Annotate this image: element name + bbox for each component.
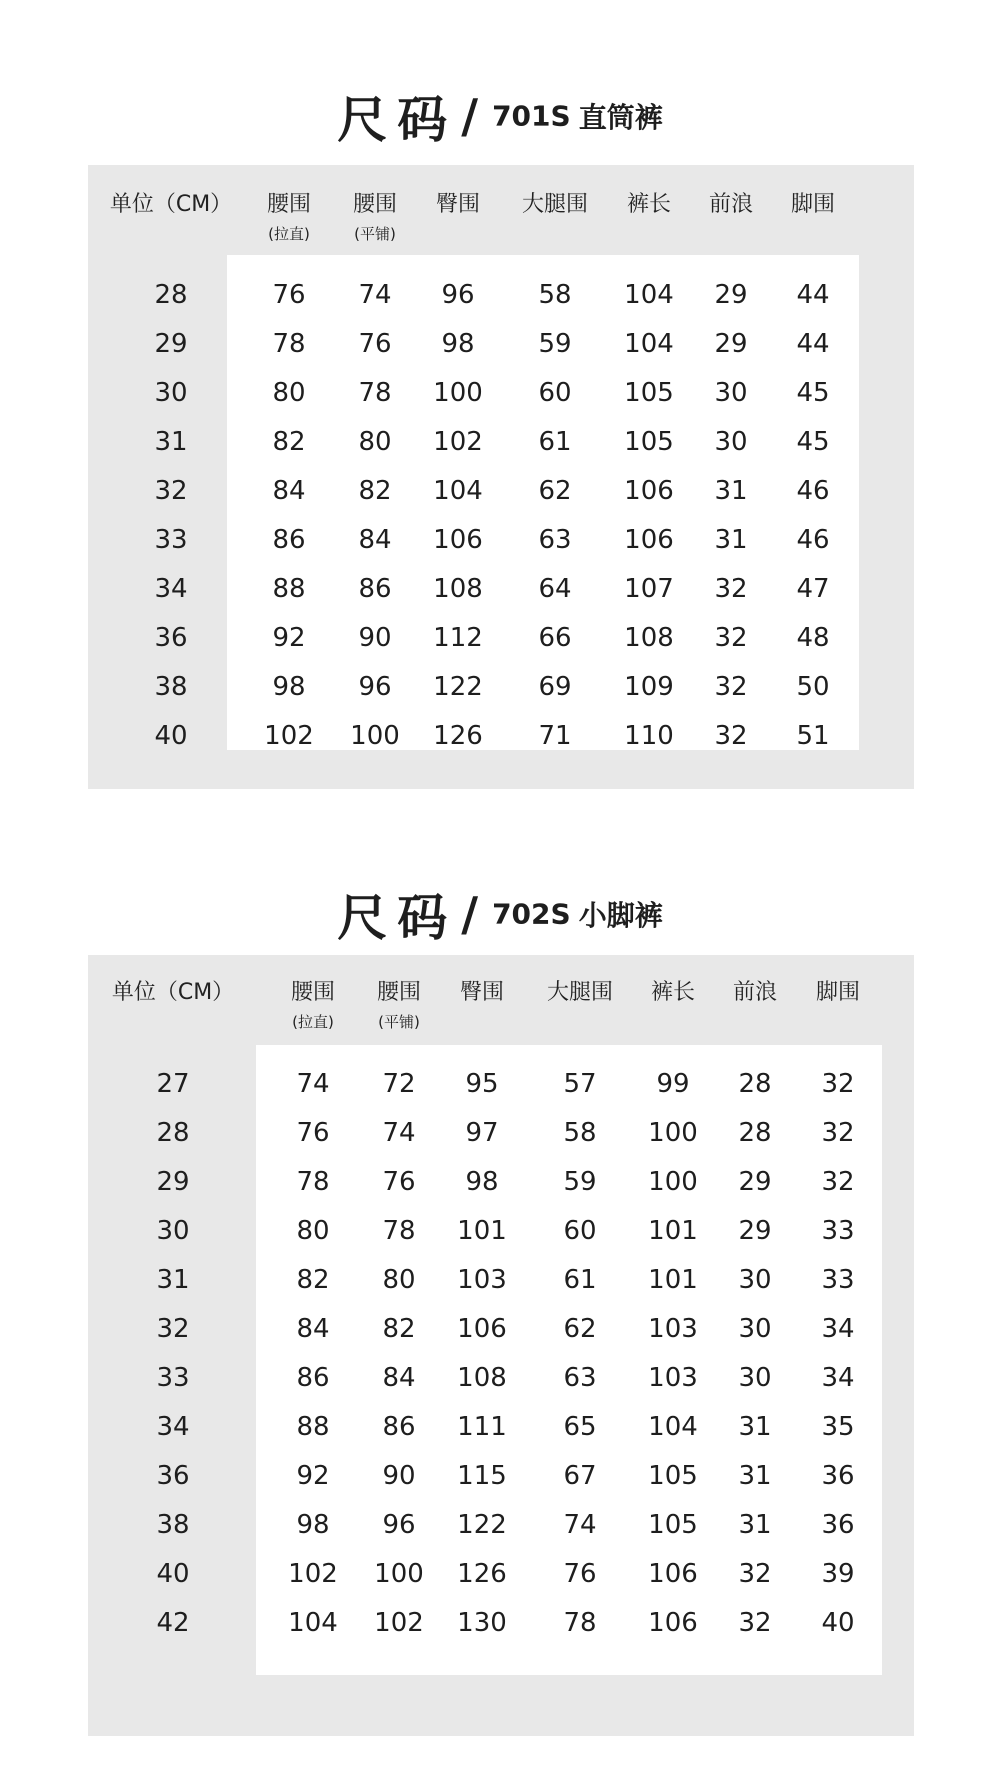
measurement-cell: 106	[433, 525, 483, 555]
size-cell: 34	[156, 1412, 190, 1442]
measurement-cell: 105	[624, 378, 674, 408]
title-slash: /	[461, 887, 479, 941]
measurement-cell: 104	[648, 1412, 698, 1442]
measurement-cell: 76	[358, 329, 392, 359]
measurement-cell: 82	[382, 1314, 416, 1344]
measurement-cell: 33	[821, 1265, 855, 1295]
measurement-cell: 62	[538, 476, 572, 506]
size-cell: 38	[154, 672, 188, 702]
measurement-cell: 108	[433, 574, 483, 604]
column-header: 臀围	[435, 192, 481, 217]
product-name: 小脚裤	[578, 899, 663, 932]
measurement-cell: 98	[272, 672, 306, 702]
measurement-cell: 48	[796, 623, 830, 653]
measurement-cell: 76	[272, 280, 306, 310]
measurement-cell: 78	[358, 378, 392, 408]
measurement-cell: 50	[796, 672, 830, 702]
size-cell: 31	[156, 1265, 190, 1295]
measurement-cell: 32	[714, 574, 748, 604]
product-name: 直筒裤	[578, 101, 663, 134]
measurement-cell: 112	[433, 623, 483, 653]
measurement-cell: 106	[624, 476, 674, 506]
measurement-cell: 67	[563, 1461, 597, 1491]
measurement-cell: 108	[457, 1363, 507, 1393]
measurement-cell: 84	[358, 525, 392, 555]
measurement-cell: 92	[296, 1461, 330, 1491]
size-cell: 31	[154, 427, 188, 457]
column-subheader: (拉直)	[292, 1013, 334, 1031]
measurement-cell: 122	[433, 672, 483, 702]
measurement-cell: 74	[382, 1118, 416, 1148]
measurement-cell: 106	[648, 1559, 698, 1589]
measurement-cell: 78	[272, 329, 306, 359]
measurement-cell: 107	[624, 574, 674, 604]
size-cell: 32	[156, 1314, 190, 1344]
measurement-cell: 40	[821, 1608, 855, 1638]
measurement-cell: 86	[272, 525, 306, 555]
measurement-cell: 98	[465, 1167, 499, 1197]
measurement-cell: 86	[296, 1363, 330, 1393]
measurement-cell: 102	[264, 721, 314, 751]
size-cell: 29	[156, 1167, 190, 1197]
measurement-cell: 46	[796, 476, 830, 506]
measurement-cell: 76	[296, 1118, 330, 1148]
measurement-cell: 104	[624, 280, 674, 310]
measurement-cell: 100	[350, 721, 400, 751]
measurement-cell: 32	[738, 1559, 772, 1589]
measurement-cell: 130	[457, 1608, 507, 1638]
measurement-cell: 32	[714, 672, 748, 702]
measurement-cell: 44	[796, 329, 830, 359]
measurement-cell: 78	[563, 1608, 597, 1638]
size-cell: 32	[154, 476, 188, 506]
measurement-cell: 61	[563, 1265, 597, 1295]
measurement-cell: 111	[457, 1412, 507, 1442]
unit-label: 单位（CM）	[111, 980, 235, 1005]
measurement-cell: 78	[382, 1216, 416, 1246]
measurement-cell: 88	[272, 574, 306, 604]
title-slash: /	[461, 89, 479, 143]
measurement-cell: 35	[821, 1412, 855, 1442]
measurement-cell: 88	[296, 1412, 330, 1442]
measurement-cell: 103	[648, 1363, 698, 1393]
measurement-cell: 104	[624, 329, 674, 359]
measurement-cell: 104	[433, 476, 483, 506]
column-header: 腰围	[376, 980, 422, 1005]
column-subheader: (平铺)	[354, 225, 396, 243]
measurement-cell: 30	[714, 378, 748, 408]
measurement-cell: 58	[538, 280, 572, 310]
measurement-cell: 80	[358, 427, 392, 457]
measurement-cell: 39	[821, 1559, 855, 1589]
measurement-cell: 103	[648, 1314, 698, 1344]
column-header: 大腿围	[546, 980, 614, 1005]
measurement-cell: 97	[465, 1118, 499, 1148]
measurement-cell: 63	[538, 525, 572, 555]
measurement-cell: 30	[738, 1363, 772, 1393]
measurement-cell: 71	[538, 721, 572, 751]
measurement-cell: 99	[656, 1069, 690, 1099]
column-header: 腰围	[266, 192, 312, 217]
size-cell: 30	[154, 378, 188, 408]
measurement-cell: 100	[648, 1118, 698, 1148]
measurement-cell: 64	[538, 574, 572, 604]
measurement-cell: 100	[433, 378, 483, 408]
size-cell: 27	[156, 1069, 190, 1099]
measurement-cell: 32	[821, 1118, 855, 1148]
measurement-cell: 74	[296, 1069, 330, 1099]
measurement-cell: 98	[441, 329, 475, 359]
measurement-cell: 44	[796, 280, 830, 310]
column-header: 大腿围	[521, 192, 589, 217]
column-header: 腰围	[290, 980, 336, 1005]
measurement-cell: 110	[624, 721, 674, 751]
measurement-cell: 29	[738, 1216, 772, 1246]
size-cell: 36	[156, 1461, 190, 1491]
measurement-cell: 78	[296, 1167, 330, 1197]
measurement-cell: 30	[714, 427, 748, 457]
size-cell: 33	[154, 525, 188, 555]
measurement-cell: 80	[296, 1216, 330, 1246]
column-header: 臀围	[459, 980, 505, 1005]
measurement-cell: 66	[538, 623, 572, 653]
measurement-cell: 106	[457, 1314, 507, 1344]
measurement-cell: 96	[382, 1510, 416, 1540]
size-cell: 40	[154, 721, 188, 751]
measurement-cell: 100	[374, 1559, 424, 1589]
column-header: 脚围	[790, 192, 836, 217]
column-header: 腰围	[352, 192, 398, 217]
measurement-cell: 32	[821, 1167, 855, 1197]
measurement-cell: 57	[563, 1069, 597, 1099]
model-code: 702S	[492, 897, 571, 931]
measurement-cell: 36	[821, 1461, 855, 1491]
measurement-cell: 84	[382, 1363, 416, 1393]
measurement-cell: 102	[288, 1559, 338, 1589]
measurement-cell: 36	[821, 1510, 855, 1540]
measurement-cell: 105	[624, 427, 674, 457]
measurement-cell: 98	[296, 1510, 330, 1540]
measurement-cell: 95	[465, 1069, 499, 1099]
measurement-cell: 45	[796, 427, 830, 457]
size-cell: 36	[154, 623, 188, 653]
measurement-cell: 104	[288, 1608, 338, 1638]
measurement-cell: 115	[457, 1461, 507, 1491]
size-cell: 30	[156, 1216, 190, 1246]
measurement-cell: 59	[538, 329, 572, 359]
measurement-cell: 102	[433, 427, 483, 457]
measurement-cell: 30	[738, 1265, 772, 1295]
measurement-cell: 45	[796, 378, 830, 408]
size-cell: 29	[154, 329, 188, 359]
measurement-cell: 51	[796, 721, 830, 751]
measurement-cell: 80	[382, 1265, 416, 1295]
measurement-cell: 106	[624, 525, 674, 555]
measurement-cell: 96	[358, 672, 392, 702]
measurement-cell: 32	[714, 721, 748, 751]
measurement-cell: 30	[738, 1314, 772, 1344]
size-cell: 42	[156, 1608, 190, 1638]
measurement-cell: 69	[538, 672, 572, 702]
column-header: 裤长	[650, 980, 696, 1005]
size-cell: 28	[154, 280, 188, 310]
table-title	[0, 80, 1000, 152]
measurement-cell: 84	[296, 1314, 330, 1344]
table-title	[0, 878, 1000, 950]
measurement-cell: 31	[714, 525, 748, 555]
size-cell: 33	[156, 1363, 190, 1393]
measurement-cell: 105	[648, 1461, 698, 1491]
measurement-cell: 63	[563, 1363, 597, 1393]
size-cell: 28	[156, 1118, 190, 1148]
measurement-cell: 32	[738, 1608, 772, 1638]
measurement-cell: 102	[374, 1608, 424, 1638]
measurement-cell: 103	[457, 1265, 507, 1295]
model-code: 701S	[492, 99, 571, 133]
column-subheader: (平铺)	[378, 1013, 420, 1031]
measurement-cell: 126	[457, 1559, 507, 1589]
measurement-cell: 96	[441, 280, 475, 310]
column-header: 前浪	[708, 192, 754, 217]
measurement-cell: 80	[272, 378, 306, 408]
measurement-cell: 29	[738, 1167, 772, 1197]
measurement-cell: 58	[563, 1118, 597, 1148]
measurement-cell: 108	[624, 623, 674, 653]
unit-label: 单位（CM）	[109, 192, 233, 217]
measurement-cell: 32	[714, 623, 748, 653]
measurement-cell: 60	[538, 378, 572, 408]
measurement-cell: 34	[821, 1363, 855, 1393]
measurement-cell: 47	[796, 574, 830, 604]
measurement-cell: 100	[648, 1167, 698, 1197]
measurement-cell: 29	[714, 280, 748, 310]
measurement-cell: 72	[382, 1069, 416, 1099]
measurement-cell: 126	[433, 721, 483, 751]
measurement-cell: 109	[624, 672, 674, 702]
title-main: 尺码	[337, 91, 458, 149]
measurement-cell: 59	[563, 1167, 597, 1197]
measurement-cell: 90	[358, 623, 392, 653]
measurement-cell: 122	[457, 1510, 507, 1540]
measurement-cell: 74	[358, 280, 392, 310]
size-cell: 38	[156, 1510, 190, 1540]
title-main: 尺码	[337, 889, 458, 947]
measurement-cell: 74	[563, 1510, 597, 1540]
column-header: 裤长	[626, 192, 672, 217]
measurement-cell: 86	[358, 574, 392, 604]
measurement-cell: 46	[796, 525, 830, 555]
measurement-cell: 84	[272, 476, 306, 506]
measurement-cell: 29	[714, 329, 748, 359]
measurement-cell: 62	[563, 1314, 597, 1344]
measurement-cell: 32	[821, 1069, 855, 1099]
measurement-cell: 105	[648, 1510, 698, 1540]
measurement-cell: 60	[563, 1216, 597, 1246]
measurement-cell: 31	[738, 1461, 772, 1491]
measurement-cell: 86	[382, 1412, 416, 1442]
size-cell: 40	[156, 1559, 190, 1589]
measurement-cell: 101	[648, 1265, 698, 1295]
measurement-cell: 65	[563, 1412, 597, 1442]
measurement-cell: 90	[382, 1461, 416, 1491]
measurement-cell: 28	[738, 1118, 772, 1148]
measurement-cell: 82	[272, 427, 306, 457]
measurement-cell: 101	[457, 1216, 507, 1246]
measurement-cell: 61	[538, 427, 572, 457]
measurement-cell: 33	[821, 1216, 855, 1246]
size-cell: 34	[154, 574, 188, 604]
column-subheader: (拉直)	[268, 225, 310, 243]
measurement-cell: 76	[563, 1559, 597, 1589]
measurement-cell: 82	[296, 1265, 330, 1295]
measurement-cell: 31	[738, 1412, 772, 1442]
measurement-cell: 34	[821, 1314, 855, 1344]
measurement-cell: 101	[648, 1216, 698, 1246]
measurement-cell: 82	[358, 476, 392, 506]
measurement-cell: 76	[382, 1167, 416, 1197]
measurement-cell: 28	[738, 1069, 772, 1099]
measurement-cell: 92	[272, 623, 306, 653]
column-header: 前浪	[732, 980, 778, 1005]
measurement-cell: 106	[648, 1608, 698, 1638]
column-header: 脚围	[815, 980, 861, 1005]
measurement-cell: 31	[714, 476, 748, 506]
measurement-cell: 31	[738, 1510, 772, 1540]
